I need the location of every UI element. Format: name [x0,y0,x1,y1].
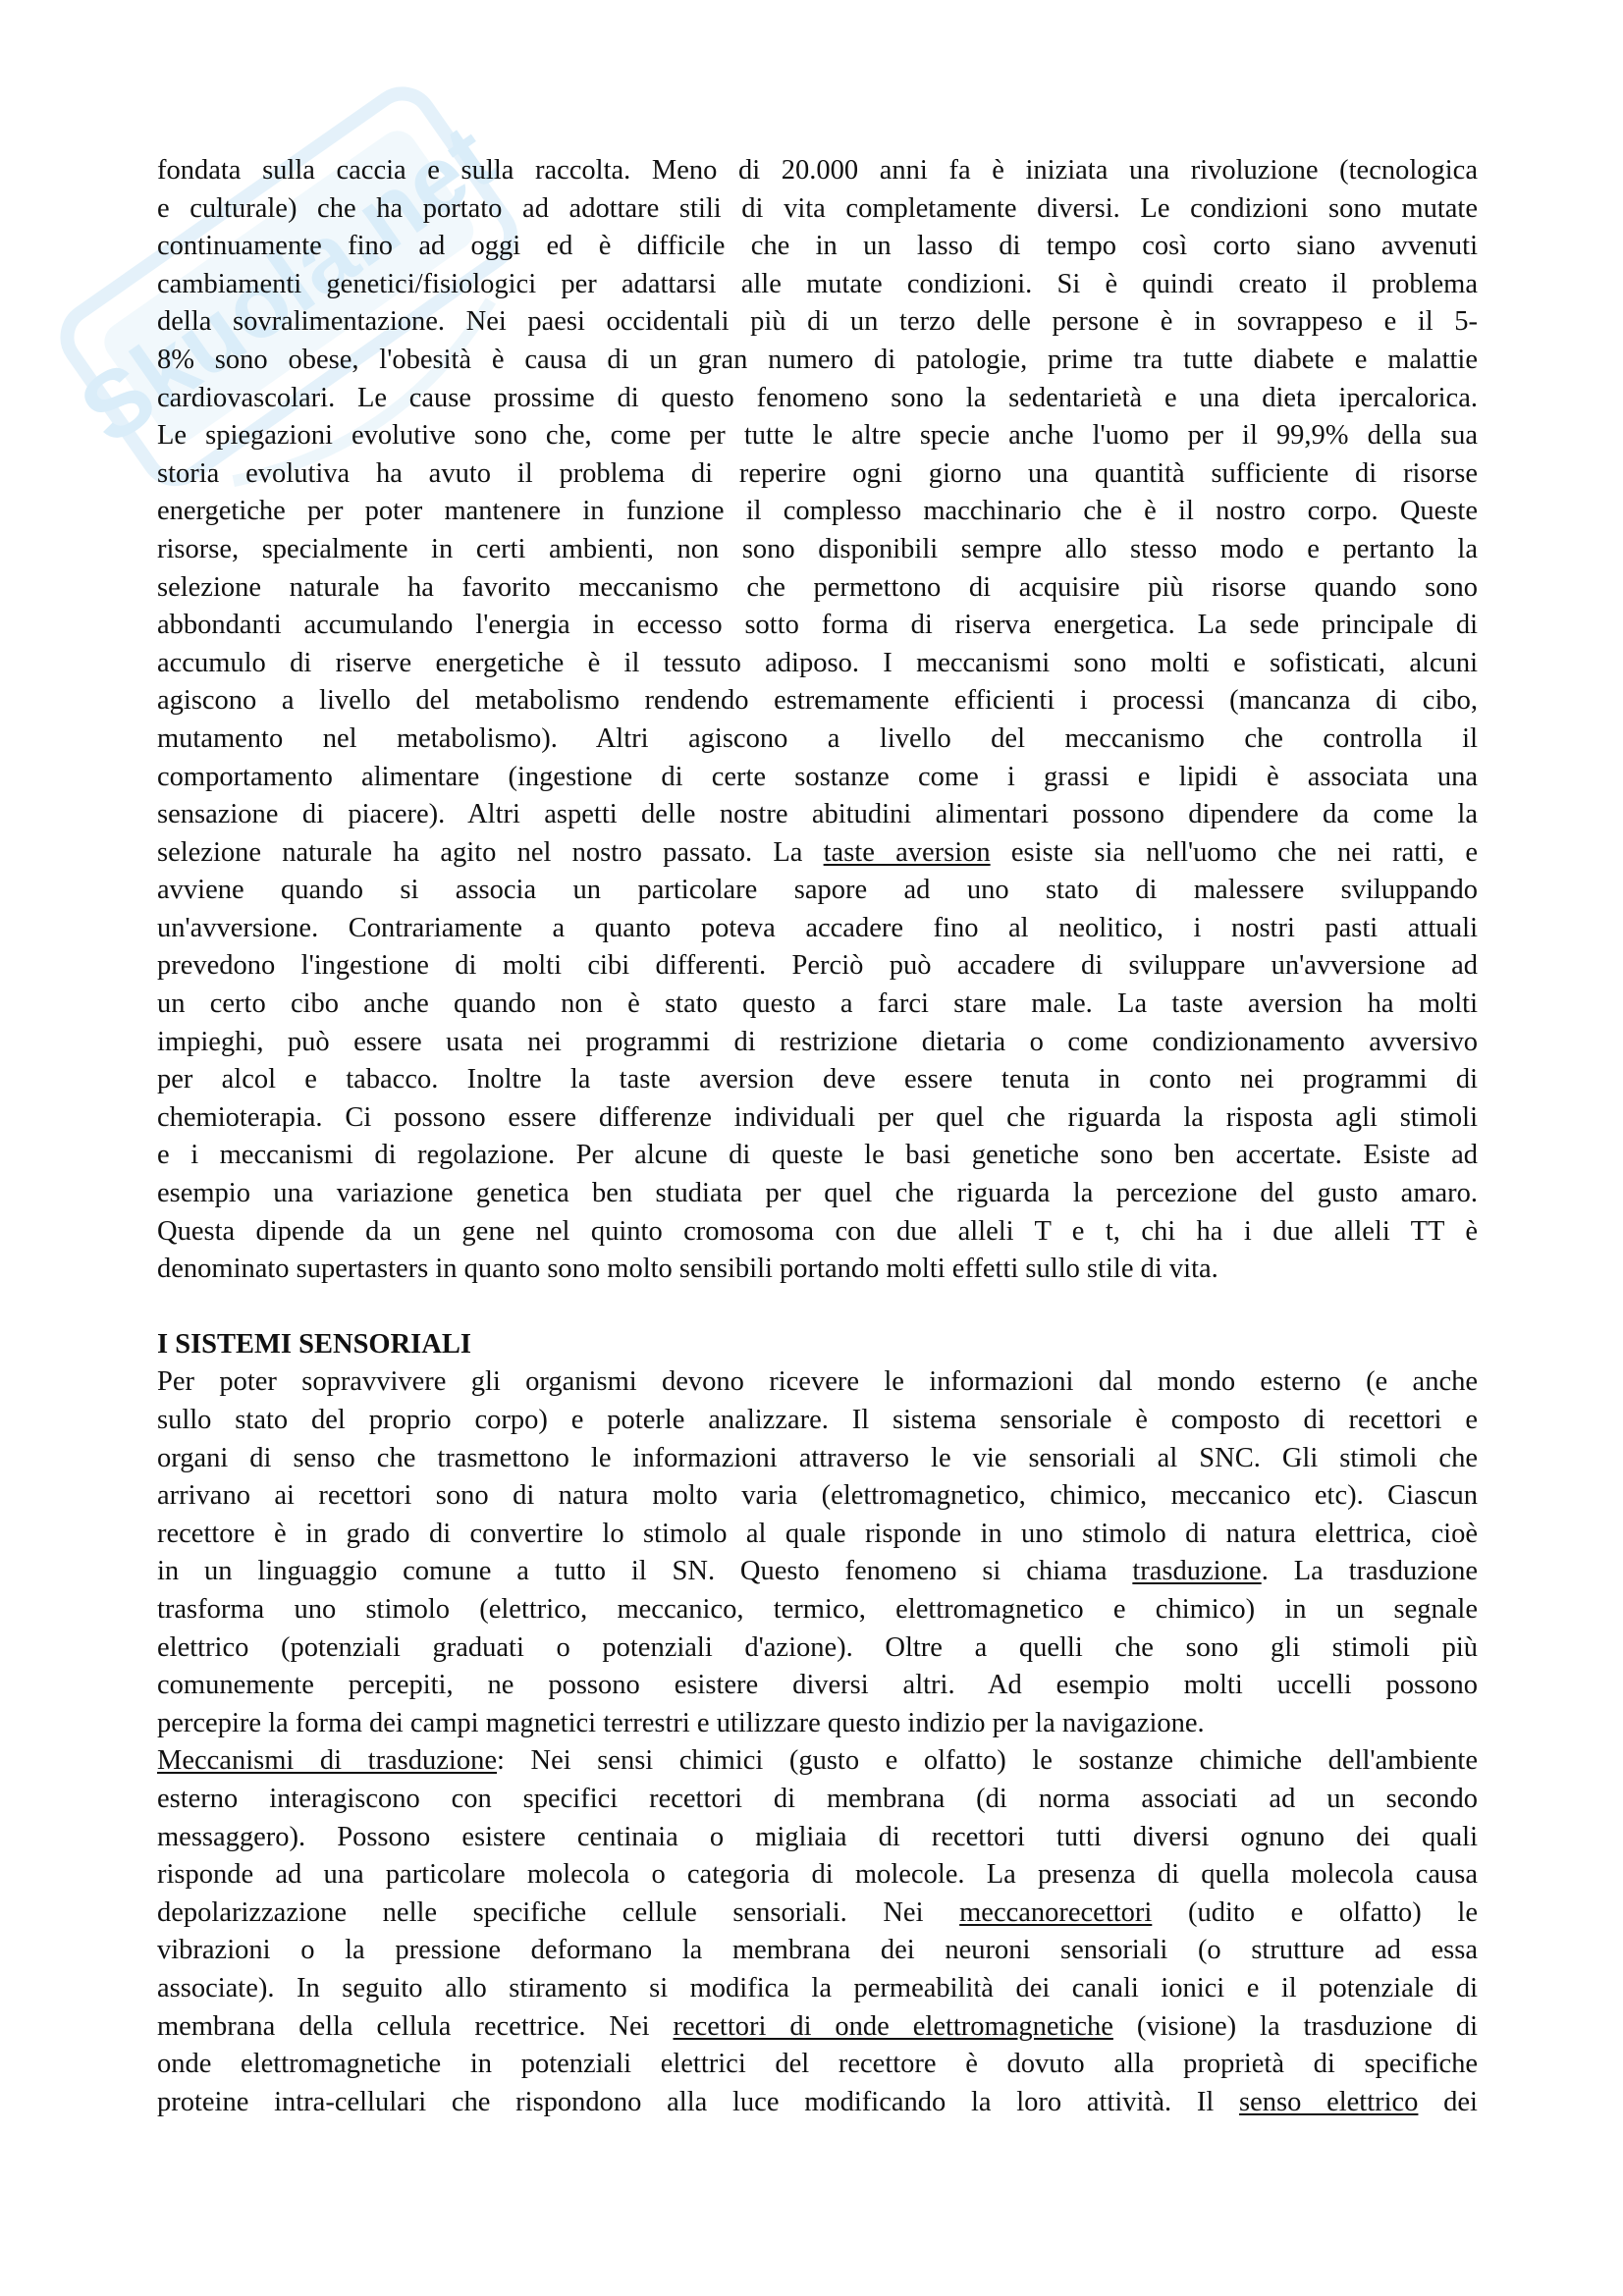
text-line [157,1781,1478,1819]
text-line [157,1516,1478,1554]
text-run: proteine intra-cellulari che rispondono alla luce modificando la loro attività. Il [157,2086,1240,2117]
text-line [157,493,1478,531]
text-run: (udito e olfatto) le [1152,1896,1478,1928]
text-run: abbondanti accumulando l'energia in eccesso sotto forma di riserva energetica. La sede principale di [157,610,1478,641]
section-heading-sistemi-sensoriali: I SISTEMI SENSORIALI [157,1328,471,1360]
text-run: membrana della cellula recettrice. Nei [157,2010,674,2042]
text-run: e culturale) che ha portato ad adottare stili di vita completamente diversi. Le condizioni sono mutate [157,192,1478,224]
paragraph-sensory-systems [157,1363,1478,2121]
text-line [157,2008,1478,2047]
text-line [157,152,1478,190]
text-line [157,2046,1478,2084]
document-body [157,152,1478,2121]
text-line [157,872,1478,910]
text-run: prevedono l'ingestione di molti cibi differenti. Perciò può accadere di sviluppare un'avversione ad [157,950,1478,982]
text-line [157,682,1478,721]
text-run: storia evolutiva ha avuto il problema di reperire ogni giorno una quantità sufficiente di risorse [157,457,1478,489]
text-line [157,228,1478,266]
text-run: cardiovascolari. Le cause prossime di questo fenomeno sono la sedentarietà e una dieta ipercalorica. [157,382,1478,413]
text-line [157,417,1478,455]
text-line [157,607,1478,645]
text-run: in un linguaggio comune a tutto il SN. Questo fenomeno si chiama [157,1556,1133,1587]
text-run: esempio una variazione genetica ben studiata per quel che riguarda la percezione del gusto amaro. [157,1178,1478,1209]
text-run: un certo cibo anche quando non è stato questo a farci stare male. La taste aversion ha molti [157,988,1478,1020]
text-line [157,1742,1478,1781]
text-line [157,1553,1478,1591]
text-line [157,645,1478,683]
underlined-term: senso elettrico [1239,2086,1419,2117]
text-run: selezione naturale ha favorito meccanismo che permettono di acquisire più risorse quando sono [157,571,1478,603]
text-run: sensazione di piacere). Altri aspetti delle nostre abitudini alimentari possono dipendere da come la [157,799,1478,830]
text-run: risorse, specialmente in certi ambienti, non sono disponibili sempre allo stesso modo e pertanto la [157,533,1478,564]
text-run: 8% sono obese, l'obesità è causa di un gran numero di patologie, prime tra tutte diabete e malattie [157,344,1478,375]
text-line [157,1363,1478,1402]
text-line [157,1402,1478,1440]
text-line [157,1895,1478,1933]
text-line [157,1175,1478,1213]
text-run: onde elettromagnetiche in potenziali elettrici del recettore è dovuto alla proprietà di specifiche [157,2049,1478,2080]
text-run: continuamente fino ad oggi ed è difficile che in un lasso di tempo così corto siano avvenuti [157,231,1478,262]
text-run: (visione) la trasduzione di [1112,2010,1479,2042]
text-run: accumulo di riserve energetiche è il tessuto adiposo. I meccanismi sono molti e sofisticati, alcuni [157,647,1478,678]
text-line [157,1099,1478,1138]
text-run: risponde ad una particolare molecola o categoria di molecole. La presenza di quella molecola causa [157,1859,1478,1891]
text-run: arrivano ai recettori sono di natura molto varia (elettromagnetico, chimico, meccanico etc). Ciascun [157,1480,1478,1512]
text-run: comportamento alimentare (ingestione di certe sostanze come i grassi e lipidi è associata una [157,761,1478,792]
text-line [157,947,1478,986]
text-run: avviene quando si associa un particolare sapore ad uno stato di malessere sviluppando [157,875,1478,906]
text-line [157,1932,1478,1970]
text-run: fondata sulla caccia e sulla raccolta. Meno di 20.000 anni fa è iniziata una rivoluzione (tecnologica [157,155,1478,186]
text-run: depolarizzazione nelle specifiche cellule sensoriali. Nei [157,1896,960,1928]
text-line [157,342,1478,380]
text-run: vibrazioni o la pressione deformano la membrana dei neuroni sensoriali (o strutture ad essa [157,1935,1478,1966]
text-line [157,531,1478,569]
text-line [157,1213,1478,1252]
text-run: agiscono a livello del metabolismo rendendo estremamente efficienti i processi (mancanza di cibo, [157,685,1478,717]
text-line [157,910,1478,948]
text-run: associate). In seguito allo stiramento si modifica la permeabilità dei canali ionici e il potenziale di [157,1972,1478,2003]
text-line [157,569,1478,608]
text-line [157,1856,1478,1895]
text-line [157,1137,1478,1175]
watermark-text: Skuola.net [62,104,514,464]
text-run: elettrico (potenziali graduati o potenziali d'azione). Oltre a quelli che sono gli stimoli più [157,1631,1478,1663]
text-line [157,1667,1478,1705]
text-run: comunemente percepiti, ne possono esistere diversi altri. Ad esempio molti uccelli possono [157,1670,1478,1701]
underlined-term: meccanorecettori [959,1896,1153,1928]
text-run: mutamento nel metabolismo). Altri agiscono a livello del meccanismo che controlla il [157,722,1478,754]
text-line [157,1970,1478,2008]
text-run: e i meccanismi di regolazione. Per alcune di queste le basi genetiche sono ben accertate. Esiste ad [157,1140,1478,1171]
text-run: sullo stato del proprio corpo) e poterle analizzare. Il sistema sensoriale è composto di recettori e [157,1405,1478,1435]
paragraph-evolution-diet [157,152,1478,1289]
text-line [157,721,1478,759]
underlined-term: recettori di onde elettromagnetiche [673,2010,1113,2042]
underlined-term: trasduzione [1132,1556,1262,1587]
text-run: per alcol e tabacco. Inoltre la taste aversion deve essere tenuta in conto nei programmi di [157,1064,1478,1095]
text-line [157,796,1478,834]
text-run: cambiamenti genetici/fisiologici per adattarsi alle mutate condizioni. Si è quindi creato il problema [157,268,1478,299]
text-line [157,1819,1478,1857]
text-run: impieghi, può essere usata nei programmi di restrizione dietaria o come condizionamento avversivo [157,1026,1478,1057]
text-run: chemioterapia. Ci possono essere differenze individuali per quel che riguarda la risposta agli stimoli [157,1101,1478,1133]
text-run: denominato supertasters in quanto sono molto sensibili portando molti effetti sullo stile di vita. [157,1254,1218,1285]
text-line [157,2084,1478,2122]
underlined-term: taste aversion [823,836,991,868]
text-run: dei [1418,2086,1478,2117]
text-line [157,380,1478,418]
text-run: : Nei sensi chimici (gusto e olfatto) le sostanze chimiche dell'ambiente [496,1745,1478,1777]
text-run: esterno interagiscono con specifici recettori di membrana (di norma associati ad un secondo [157,1783,1478,1814]
text-line [157,1440,1478,1478]
text-line [157,1591,1478,1629]
text-line [157,759,1478,797]
text-run: trasforma uno stimolo (elettrico, meccanico, termico, elettromagnetico e chimico) in un segnale [157,1593,1478,1625]
text-run: energetiche per poter mantenere in funzione il complesso macchinario che è il nostro corpo. Queste [157,496,1478,527]
text-run: esiste sia nell'uomo che nei ratti, e [990,836,1478,868]
text-run: messaggero). Possono esistere centinaia o migliaia di recettori tutti diversi ognuno dei quali [157,1821,1478,1852]
text-line [157,266,1478,304]
text-run: Le spiegazioni evolutive sono che, come per tutte le altre specie anche l'uomo per il 99,9% della sua [157,420,1478,452]
text-line [157,1705,1478,1743]
text-run: organi di senso che trasmettono le informazioni attraverso le vie sensoriali al SNC. Gli stimoli che [157,1442,1478,1473]
text-run: Per poter sopravvivere gli organismi devono ricevere le informazioni dal mondo esterno (e anche [157,1366,1478,1398]
text-run: percepire la forma dei campi magnetici terrestri e utilizzare questo indizio per la navigazione. [157,1707,1205,1738]
text-line [157,1024,1478,1062]
text-run: della sovralimentazione. Nei paesi occidentali più di un terzo delle persone è in sovrappeso e il 5- [157,306,1478,338]
text-run: un'avversione. Contrariamente a quanto poteva accadere fino al neolitico, i nostri pasti attuali [157,912,1478,943]
text-run: Questa dipende da un gene nel quinto cromosoma con due alleli T e t, chi ha i due alleli TT è [157,1215,1478,1247]
text-line [157,1251,1478,1289]
text-line [157,1477,1478,1516]
text-run: . La trasduzione [1261,1556,1478,1587]
text-line [157,455,1478,494]
text-line [157,986,1478,1024]
text-line [157,303,1478,342]
text-run: recettore è in grado di convertire lo stimolo al quale risponde in uno stimolo di natura elettrica, cioè [157,1518,1478,1549]
text-line [157,190,1478,229]
text-line [157,1629,1478,1668]
text-line [157,834,1478,873]
text-line [157,1061,1478,1099]
text-run: selezione naturale ha agito nel nostro passato. La [157,836,824,868]
underlined-term: Meccanismi di trasduzione [157,1745,497,1777]
